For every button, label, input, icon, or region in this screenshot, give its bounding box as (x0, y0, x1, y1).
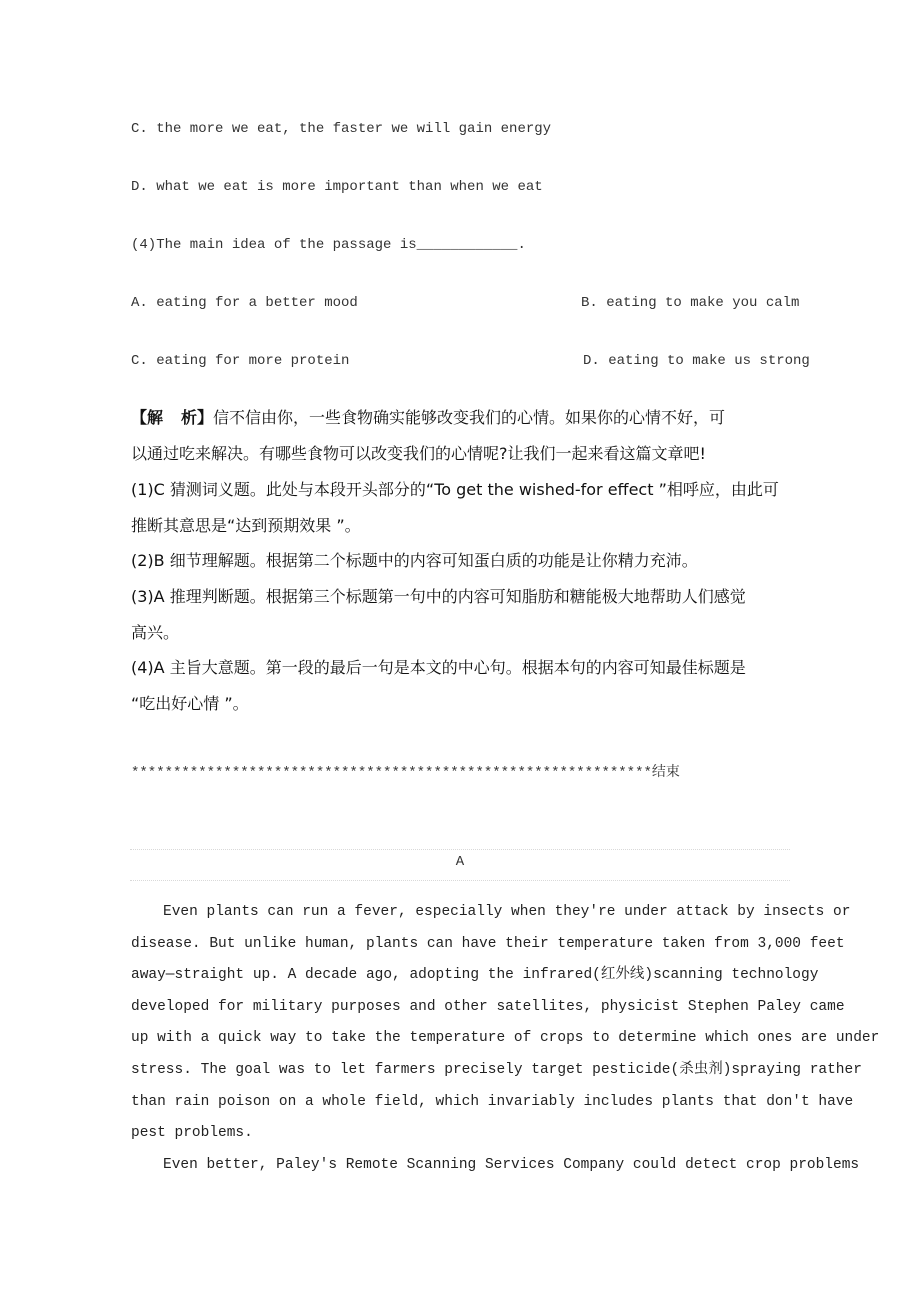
end-marker: **************************************************************结束 (131, 765, 680, 781)
paragraph-line: pest problems. (131, 1125, 253, 1142)
analysis-item-3: (3)A 推理判断题。根据第三个标题第一句中的内容可知脂肪和糖能极大地帮助人们感觉 (131, 587, 746, 606)
paragraph-line: disease. But unlike human, plants can have their temperature taken from 3,000 feet (131, 935, 845, 952)
analysis-item-2: (2)B 细节理解题。根据第二个标题中的内容可知蛋白质的功能是让你精力充沛。 (131, 551, 698, 570)
paragraph-line: than rain poison on a whole field, which invariably includes plants that don't have (131, 1093, 854, 1110)
option-3d: D. what we eat is more important than when we eat (131, 179, 543, 195)
analysis-item-3-cont: 高兴。 (131, 623, 180, 642)
option-4c: C. eating for more protein (131, 353, 350, 369)
option-4a: A. eating for a better mood (131, 295, 358, 311)
paragraph-line: up with a quick way to take the temperature of crops to determine which ones are under (131, 1030, 880, 1047)
analysis-item-4: (4)A 主旨大意题。第一段的最后一句是本文的中心句。根据本句的内容可知最佳标题是 (131, 658, 746, 677)
question-4-stem: (4)The main idea of the passage is____________. (131, 237, 526, 253)
analysis-intro: 信不信由你，一些食物确实能够改变我们的心情。如果你的心情不好，可 (213, 408, 726, 427)
paragraph-line: stress. The goal was to let farmers precisely target pesticide(杀虫剂)spraying rather (131, 1061, 862, 1078)
analysis-item-1-cont: 推断其意思是“达到预期效果 ”。 (131, 516, 361, 535)
analysis-line-2: 以通过吃来解决。有哪些食物可以改变我们的心情呢?让我们一起来看这篇文章吧! (131, 444, 706, 463)
passage-paragraph-1 (131, 897, 880, 1181)
analysis-item-1: (1)C 猜测词义题。此处与本段开头部分的“To get the wished-for effect ”相呼应，由此可 (131, 480, 779, 499)
analysis-label-close: 析】 (181, 408, 214, 427)
option-3c: C. the more we eat, the faster we will gain energy (131, 121, 552, 137)
paragraph-line: Even better, Paley's Remote Scanning Services Company could detect crop problems (163, 1156, 860, 1173)
analysis-line-1 (131, 405, 725, 428)
paragraph-line: developed for military purposes and other satellites, physicist Stephen Paley came (131, 998, 845, 1015)
analysis-label-open: 【解 (131, 408, 164, 427)
paragraph-line: away—straight up. A decade ago, adopting the infrared(红外线)scanning technology (131, 967, 819, 984)
analysis-item-4-cont: “吃出好心情 ”。 (131, 694, 249, 713)
option-4d: D. eating to make us strong (583, 353, 810, 369)
section-title: A (455, 854, 465, 870)
paragraph-line: Even plants can run a fever, especially when they're under attack by insects or (163, 904, 851, 920)
option-4b: B. eating to make you calm (581, 295, 800, 311)
